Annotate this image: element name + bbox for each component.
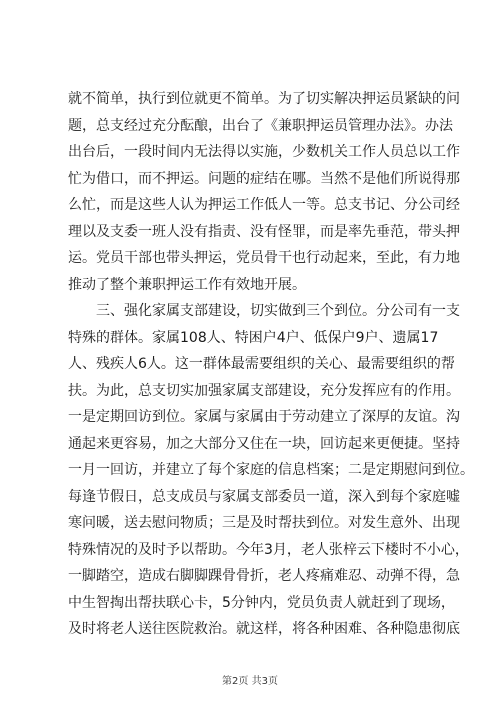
text-line: 特殊情况的及时予以帮助。今年3月，老人张梓云下楼时不小心， xyxy=(68,541,469,558)
paragraph-1 xyxy=(68,86,460,298)
text-line: 么忙，而是这些人认为押运工作低人一等。总支书记、分公司经 xyxy=(68,197,460,213)
text-line: 扶。为此，总支切实加强家属支部建设，充分发挥应有的作用。 xyxy=(68,382,460,399)
text-line: 中生智掏出帮扶联心卡，5分钟内，党员负责人就赶到了现场， xyxy=(68,594,455,611)
text-line: 特殊的群体。家属108人、特困户4户、低保户9户、遗属17 xyxy=(68,329,439,346)
text-line: 人、残疾人6人。这一群体最需要组织的关心、最需要组织的帮 xyxy=(68,356,455,372)
document-body xyxy=(68,86,474,643)
text-line: 一月一回访，并建立了每个家庭的信息档案；二是定期慰问到位。 xyxy=(68,462,474,478)
text-line: 理以及支委一班人没有指责、没有怪罪，而是率先垂范，带头押 xyxy=(68,223,460,240)
text-line: 及时将老人送往医院救治。就这样，将各种困难、各种隐患彻底 xyxy=(68,621,460,637)
text-line: 推动了整个兼职押运工作有效地开展。 xyxy=(68,276,306,293)
text-line: 运。党员干部也带头押运，党员骨干也行动起来，至此，有力地 xyxy=(68,250,460,266)
text-line: 就不简单，执行到位就更不简单。为了切实解决押运员紧缺的问 xyxy=(68,91,460,107)
text-line: 三、强化家属支部建设，切实做到三个到位。分公司有一支 xyxy=(96,303,460,319)
text-line: 忙为借口，而不押运。问题的症结在哪。当然不是他们所说得那 xyxy=(68,170,460,187)
text-line: 通起来更容易，加之大部分又住在一块，回访起来更便捷。坚持 xyxy=(68,435,460,452)
text-line: 题，总支经过充分酝酿，出台了《兼职押运员管理办法》。办法 xyxy=(68,117,453,134)
text-line: 出台后，一段时间内无法得以实施，少数机关工作人员总以工作 xyxy=(68,144,460,160)
text-line: 寒问暖，送去慰问物质；三是及时帮扶到位。对发生意外、出现 xyxy=(68,515,460,531)
page-number-footer: 第2页 共3页 xyxy=(222,676,278,687)
text-line: 每逢节假日，总支成员与家属支部委员一道，深入到每个家庭嘘 xyxy=(68,488,460,505)
text-line: 一是定期回访到位。家属与家属由于劳动建立了深厚的友谊。沟 xyxy=(68,409,460,425)
text-line: 一脚踏空，造成右脚脚踝骨骨折，老人疼痛难忍、动弹不得，急 xyxy=(68,568,460,584)
paragraph-2 xyxy=(68,298,474,643)
